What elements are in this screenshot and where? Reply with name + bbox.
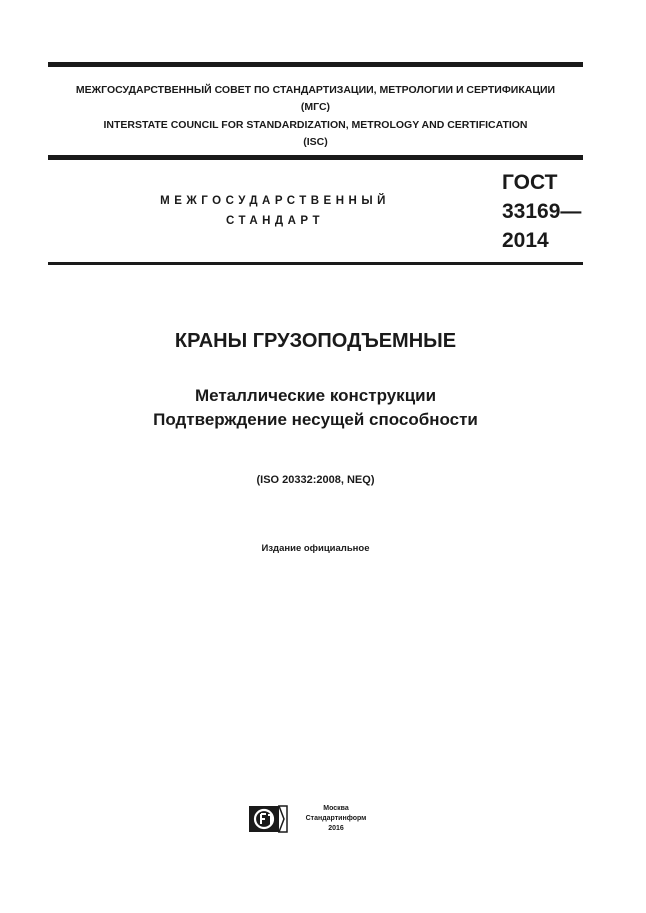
- standard-type-line1: МЕЖГОСУДАРСТВЕННЫЙ: [160, 195, 390, 207]
- gost-designation: [502, 168, 581, 255]
- publisher-imprint: [296, 804, 376, 834]
- council-en-line2: (ISC): [303, 136, 328, 148]
- subtitle-line2: Подтверждение несущей способности: [153, 410, 478, 429]
- council-en-line1: INTERSTATE COUNCIL FOR STANDARDIZATION, METROLOGY AND CERTIFICATION: [103, 119, 528, 131]
- standartinform-logo-icon: [248, 805, 288, 833]
- gost-line3: 2014: [502, 229, 549, 252]
- council-ru-line2: (МГС): [300, 101, 331, 113]
- council-ru-name: [48, 82, 583, 116]
- header-rule: [48, 155, 583, 160]
- subtitle-line1: Металлические конструкции: [194, 386, 437, 405]
- top-rule: [48, 62, 583, 67]
- publisher-year: 2016: [328, 825, 344, 832]
- standard-type-line2: СТАНДАРТ: [226, 215, 324, 227]
- document-subtitle: [48, 384, 583, 432]
- council-ru-line1: МЕЖГОСУДАРСТВЕННЫЙ СОВЕТ ПО СТАНДАРТИЗАЦИИ, МЕТРОЛОГИИ И СЕРТИФИКАЦИИ: [75, 84, 556, 96]
- iso-reference: (ISO 20332:2008, NEQ): [256, 474, 375, 486]
- document-title: КРАНЫ ГРУЗОПОДЪЕМНЫЕ: [174, 330, 457, 352]
- gost-line1: ГОСТ: [502, 171, 558, 194]
- edition-note: Издание официальное: [261, 543, 370, 554]
- designation-rule: [48, 262, 583, 265]
- publisher-name: Стандартинформ: [305, 815, 367, 822]
- standard-type-label: [120, 191, 430, 231]
- council-en-name: [48, 117, 583, 151]
- gost-line2: 33169—: [502, 200, 582, 223]
- publisher-city: Москва: [323, 805, 349, 812]
